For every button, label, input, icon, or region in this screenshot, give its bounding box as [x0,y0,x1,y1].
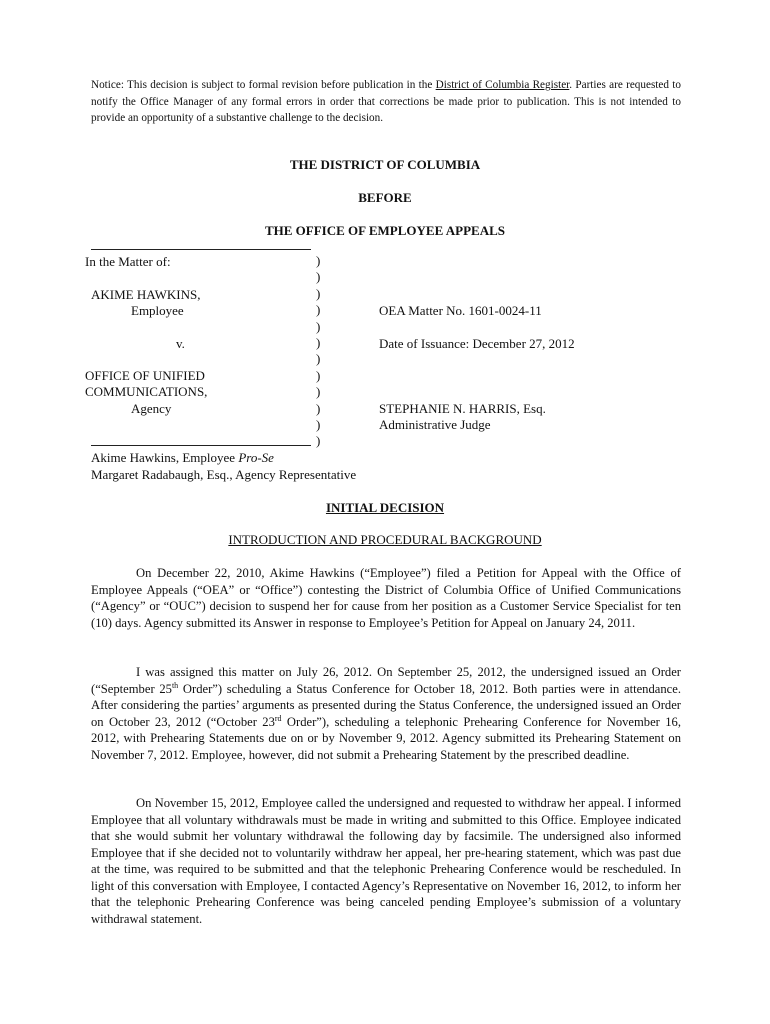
agency-representative-line: Margaret Radabaugh, Esq., Agency Representative [91,466,357,482]
notice-text-2: . Parties are requested to notify the Office Manager of any formal errors in order that corrections be made prior to publication. This is not intended to provide an opportunity of a substantive challenge to the decision. [91,79,681,124]
caption-bottom-rule [91,445,311,446]
paren: ) [316,253,321,268]
court-heading-1: THE DISTRICT OF COLUMBIA [289,157,481,172]
paren: ) [316,269,321,285]
paragraph-3: On November 15, 2012, Employee called the undersigned and requested to withdraw her appeal. I informed Employee that all voluntary withdrawals must be made in writing and submitted to this Office. Employee indicated that she would submit her voluntary withdrawal the following day by facsimile. The undersigned also informed Employee that if she decided not to voluntarily withdraw her appeal, her pre-hearing statement, which was past due at the time, was required to be submitted and that the telephonic Prehearing Conference would be rescheduled. In light of this conversation with Employee, I contacted Agency’s Representative on November 16, 2012, to inform her that the telephonic Prehearing Conference was being canceled pending Employee’s submission of a voluntary withdrawal statement. [91,796,681,926]
judge-title: Administrative Judge [379,417,491,432]
superscript-th: th [171,680,179,690]
decision-title-text: INITIAL DECISION [325,500,445,515]
paragraph-2-part-a: I was assigned this matter on July 26, 2012. On September 25, 2012, the undersigned issued an Order (“September 25 [91,665,681,696]
paragraph-2 [91,664,681,763]
superscript-rd: rd [274,713,282,723]
oea-matter-number: OEA Matter No. 1601-0024-11 [379,303,542,318]
section-title [0,532,770,548]
judge-name: STEPHANIE N. HARRIS, Esq. [379,401,546,416]
caption-parentheses [316,253,320,450]
agency-role: Agency [131,401,172,416]
employee-role: Employee [131,303,184,318]
register-name: District of Columbia Register [435,79,570,91]
paragraph-1: On December 22, 2010, Akime Hawkins (“Employee”) filed a Petition for Appeal with the Office of Employee Appeals (“OEA” or “Office”) contesting the District of Columbia Office of Unified Communications (“Agency” or “OUC”) decision to suspend her for cause from her position as a Customer Service Specialist for ten (10) days. Agency submitted its Answer in response to Employee’s Petition for Appeal on January 24, 2011. [91,566,681,630]
paren: ) [316,417,321,433]
agency-name-line-2: COMMUNICATIONS, [85,384,208,399]
in-the-matter-label: In the Matter of: [85,254,171,269]
employee-name: AKIME HAWKINS, [91,287,201,302]
court-heading-2: BEFORE [358,190,412,205]
paragraph-2-part-b: Order”) scheduling a Status Conference for October 18, 2012. Both parties were in attendance. After considering the parties’ arguments as presented during the Status Conference, the undersigned issued an Order on October 23, 2012 (“October 23 [91,681,681,729]
versus-label: v. [176,336,185,351]
employee-party-line [91,450,356,467]
decision-title [0,500,770,516]
parties-block [91,450,356,483]
paren: ) [316,384,321,400]
paren: ) [316,433,321,449]
paren: ) [316,367,321,383]
court-heading-3: THE OFFICE OF EMPLOYEE APPEALS [264,223,506,238]
section-title-text: INTRODUCTION AND PROCEDURAL BACKGROUND [228,532,542,547]
paren: ) [316,335,321,351]
employee-party-text: Akime Hawkins, Employee [91,450,239,465]
caption-top-rule [91,249,311,250]
paren: ) [316,318,321,334]
paren: ) [316,400,321,416]
publication-notice [91,77,681,127]
date-of-issuance: Date of Issuance: December 27, 2012 [379,336,575,351]
paragraph-2-part-c: Order”), scheduling a telephonic Prehearing Conference for November 16, 2012, with Prehearing Statements due on or by November 9, 2012. Agency submitted its Prehearing Statement on November 7, 2012. Employee, however, did not submit a Prehearing Statement by the prescribed deadline. [91,714,681,762]
pro-se-label: Pro-Se [238,450,274,465]
agency-name-line-1: OFFICE OF UNIFIED [85,368,205,383]
paren: ) [316,302,321,318]
paren: ) [316,285,321,301]
paren: ) [316,351,321,367]
notice-text-1: Notice: This decision is subject to formal revision before publication in the [91,79,436,91]
